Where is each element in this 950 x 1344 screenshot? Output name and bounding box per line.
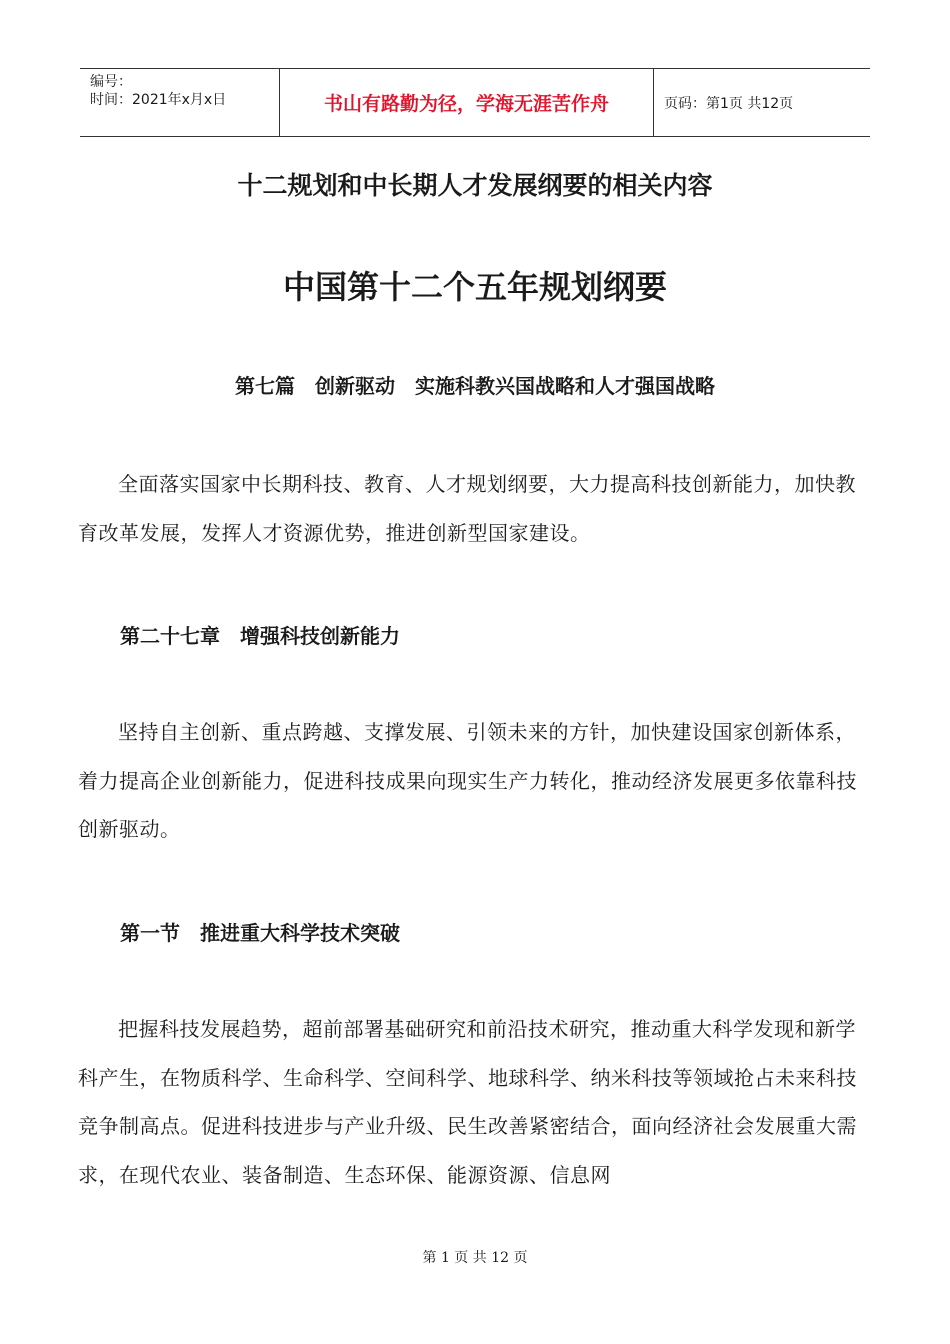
document-subtitle: 中国第十二个五年规划纲要: [282, 268, 667, 306]
chapter-paragraph: 坚持自主创新、重点跨越、支撑发展、引领未来的方针，加快建设国家创新体系，着力提高企业创新能力，促进科技成果向现实生产力转化，推动经济发展更多依靠科技创新驱动。: [78, 720, 857, 841]
header-table: [80, 68, 870, 137]
intro-paragraph: 全面落实国家中长期科技、教育、人才规划纲要，大力提高科技创新能力，加快教育改革发展，发挥人才资源优势，推进创新型国家建设。: [78, 472, 856, 545]
document-number-label: 编号：: [90, 74, 132, 90]
document-time-label: 时间：2021年x月x日: [90, 92, 227, 108]
part-heading: 第七篇 创新驱动 实施科教兴国战略和人才强国战略: [235, 374, 715, 398]
header-meta-cell: [80, 69, 280, 136]
header-page-info: 页码：第1页 共12页: [664, 95, 794, 112]
section-paragraph: 把握科技发展趋势，超前部署基础研究和前沿技术研究，推动重大科学发现和新学科产生，在物质科学、生命科学、空间科学、地球科学、纳米科技等领域抢占未来科技竞争制高点。促进科技进步与产业升级、民生改善紧密结合，面向经济社会发展重大需求，在现代农业、装备制造、生态环保、能源资源、信息网: [78, 1017, 857, 1187]
header-motto: 书山有路勤为径，学海无涯苦作舟: [280, 69, 654, 136]
chapter-heading: 第二十七章 增强科技创新能力: [120, 624, 400, 648]
document-title: 十二规划和中长期人才发展纲要的相关内容: [237, 171, 713, 200]
section-heading: 第一节 推进重大科学技术突破: [120, 921, 400, 945]
page-footer: 第 1 页 共 12 页: [422, 1250, 528, 1266]
